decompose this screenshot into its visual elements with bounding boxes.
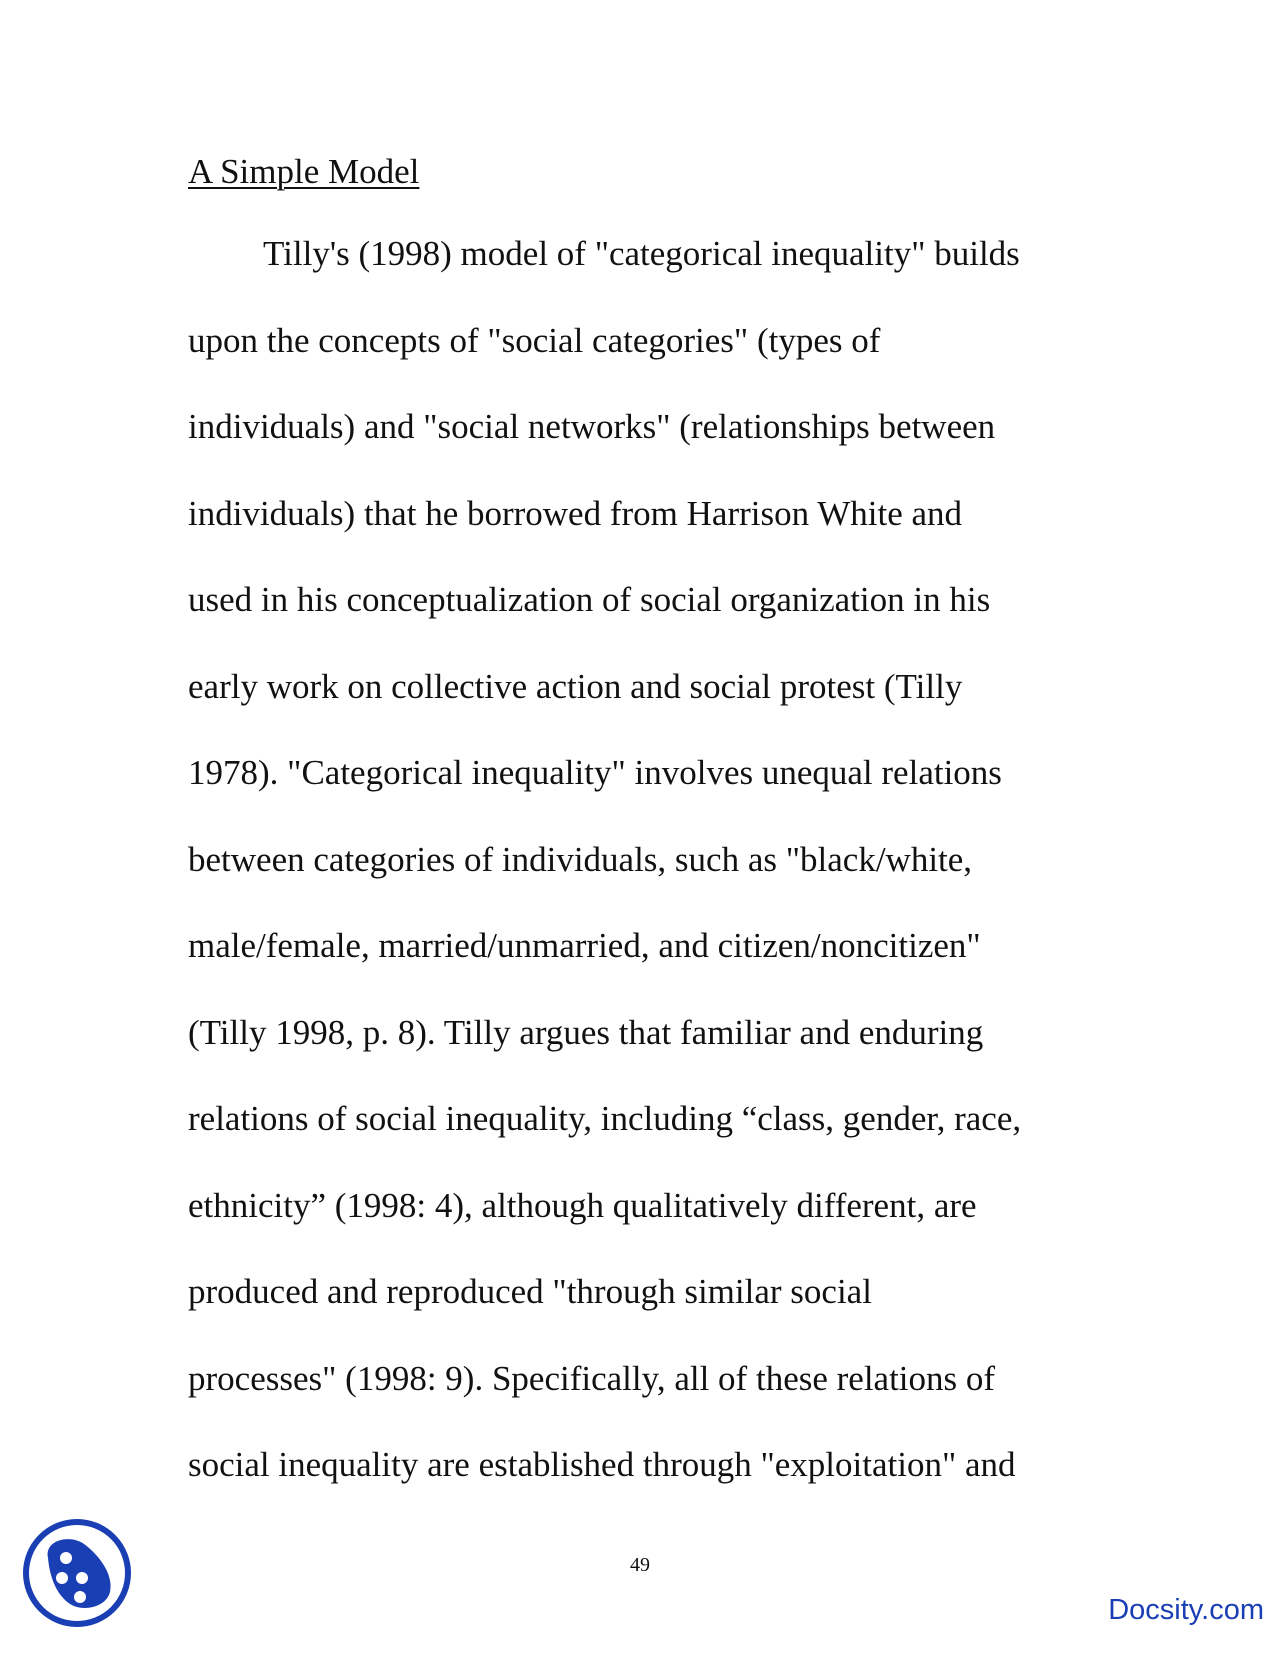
text-line: individuals) and "social networks" (relationships between: [188, 407, 996, 446]
text-line: social inequality are established through "exploitation" and: [188, 1445, 1016, 1484]
text-line: relations of social inequality, including “class, gender, race,: [188, 1099, 1022, 1138]
text-line: early work on collective action and social protest (Tilly: [188, 666, 963, 706]
text-line: (Tilly 1998, p. 8). Tilly argues that familiar and enduring: [188, 1012, 984, 1052]
docsity-brand-link[interactable]: Docsity.com: [1108, 1594, 1264, 1626]
text-line: male/female, married/unmarried, and citizen/noncitizen": [188, 926, 981, 965]
page-number: 49: [630, 1554, 650, 1576]
text-line: between categories of individuals, such as "black/white,: [188, 839, 973, 879]
text-line: processes" (1998: 9). Specifically, all of these relations of: [188, 1358, 996, 1398]
text-line: produced and reproduced "through similar social: [188, 1272, 872, 1311]
text-line: 1978). "Categorical inequality" involves unequal relations: [188, 753, 1002, 792]
text-line: ethnicity” (1998: 4), although qualitatively different, are: [188, 1185, 977, 1225]
docsity-logo-icon[interactable]: [22, 1518, 132, 1628]
body-paragraph: [188, 232, 1088, 1530]
text-line: used in his conceptualization of social organization in his: [188, 580, 991, 619]
text-line: Tilly's (1998) model of "categorical inequality" builds: [263, 234, 1020, 273]
docsity-logo-graphic: [22, 1518, 132, 1628]
section-heading: A Simple Model: [188, 152, 420, 191]
text-line: individuals) that he borrowed from Harrison White and: [188, 493, 963, 533]
text-line: upon the concepts of "social categories" (types of: [188, 320, 881, 360]
